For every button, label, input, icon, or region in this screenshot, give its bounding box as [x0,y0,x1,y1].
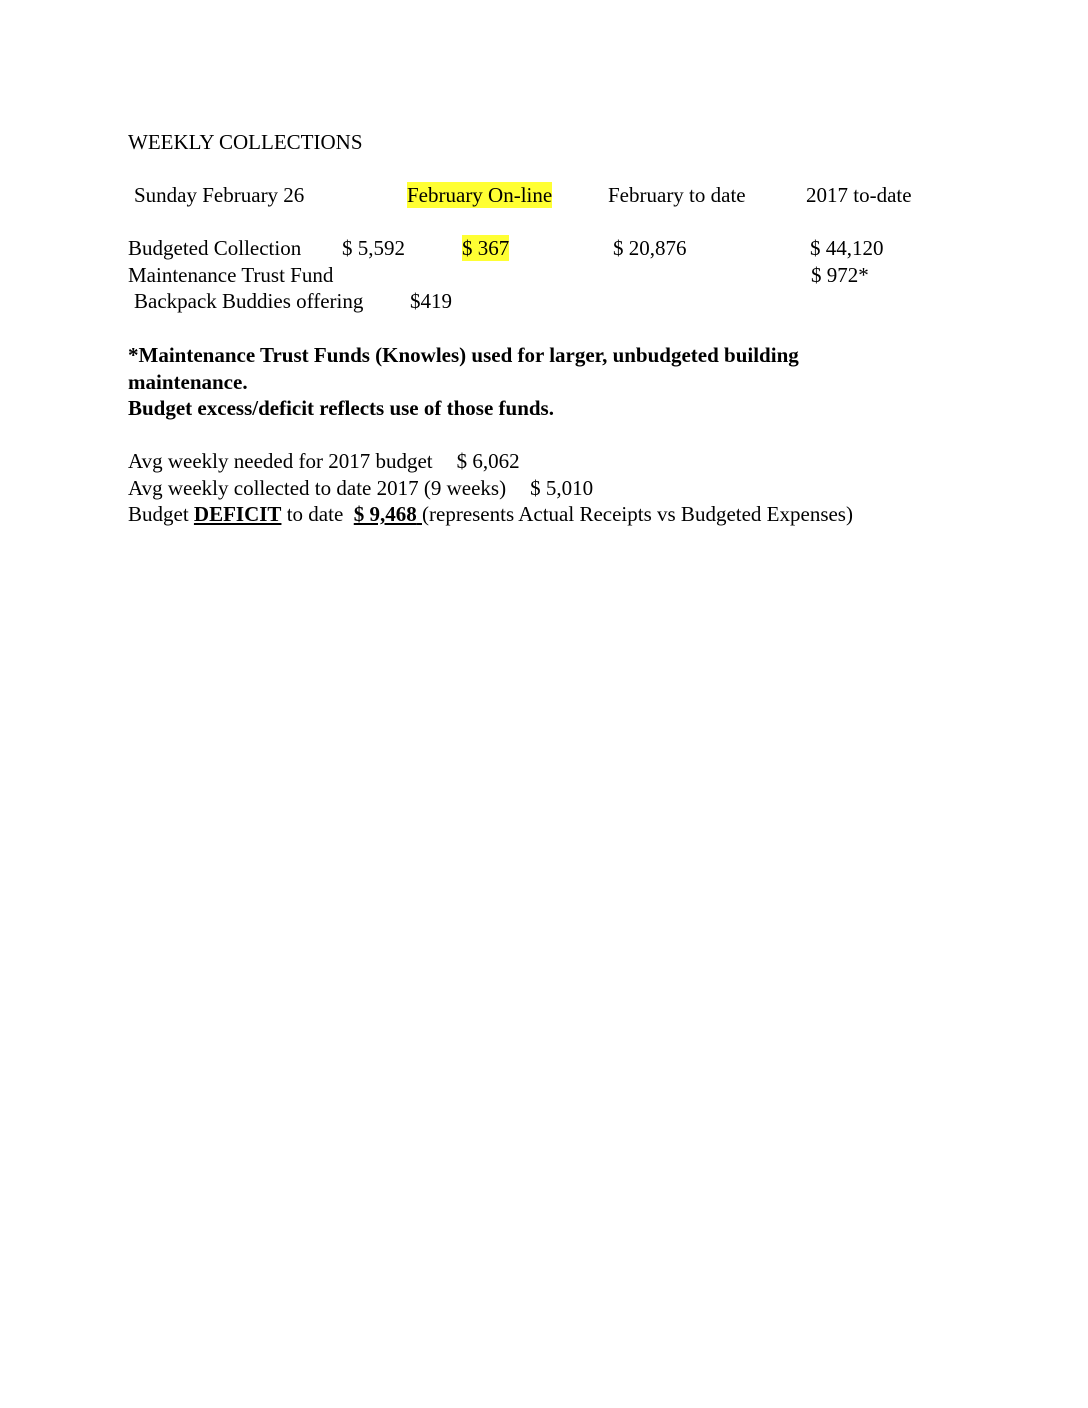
row-budgeted-sunday: $ 5,592 [342,236,405,260]
avg-needed-label: Avg weekly needed for 2017 budget [128,449,433,473]
header-feb-to-date: February to date [608,183,746,207]
document-title: WEEKLY COLLECTIONS [128,130,363,154]
row-backpack-label: Backpack Buddies offering [134,289,364,313]
avg-needed-value: $ 6,062 [456,449,520,473]
note-line-3: Budget excess/deficit reflects use of those funds. [128,396,554,420]
row-budgeted-feb: $ 20,876 [613,236,687,260]
deficit-word: DEFICIT [193,502,282,526]
deficit-mid: to date [286,502,344,526]
row-maintenance-ytd: $ 972* [811,263,869,287]
avg-collected-label: Avg weekly collected to date 2017 (9 weeks) [128,476,507,500]
deficit-prefix: Budget [128,502,189,526]
row-budgeted-ytd: $ 44,120 [810,236,884,260]
summary-avg-collected [128,475,593,501]
note-line-2: maintenance. [128,370,248,394]
deficit-value: $ 9,468 [353,502,417,526]
header-online: February On-line [407,183,553,207]
row-maintenance-label: Maintenance Trust Fund [128,263,334,287]
row-backpack-sunday: $419 [410,289,452,313]
summary-deficit [128,501,853,527]
deficit-suffix: (represents Actual Receipts vs Budgeted Expenses) [422,502,853,526]
row-budgeted-online: $ 367 [462,236,510,260]
row-budgeted-label: Budgeted Collection [128,236,302,260]
header-ytd: 2017 to-date [806,183,912,207]
summary-avg-needed [128,448,520,474]
header-sunday: Sunday February 26 [134,183,305,207]
avg-collected-value: $ 5,010 [530,476,594,500]
note-line-1: *Maintenance Trust Funds (Knowles) used for larger, unbudgeted building [128,343,799,367]
